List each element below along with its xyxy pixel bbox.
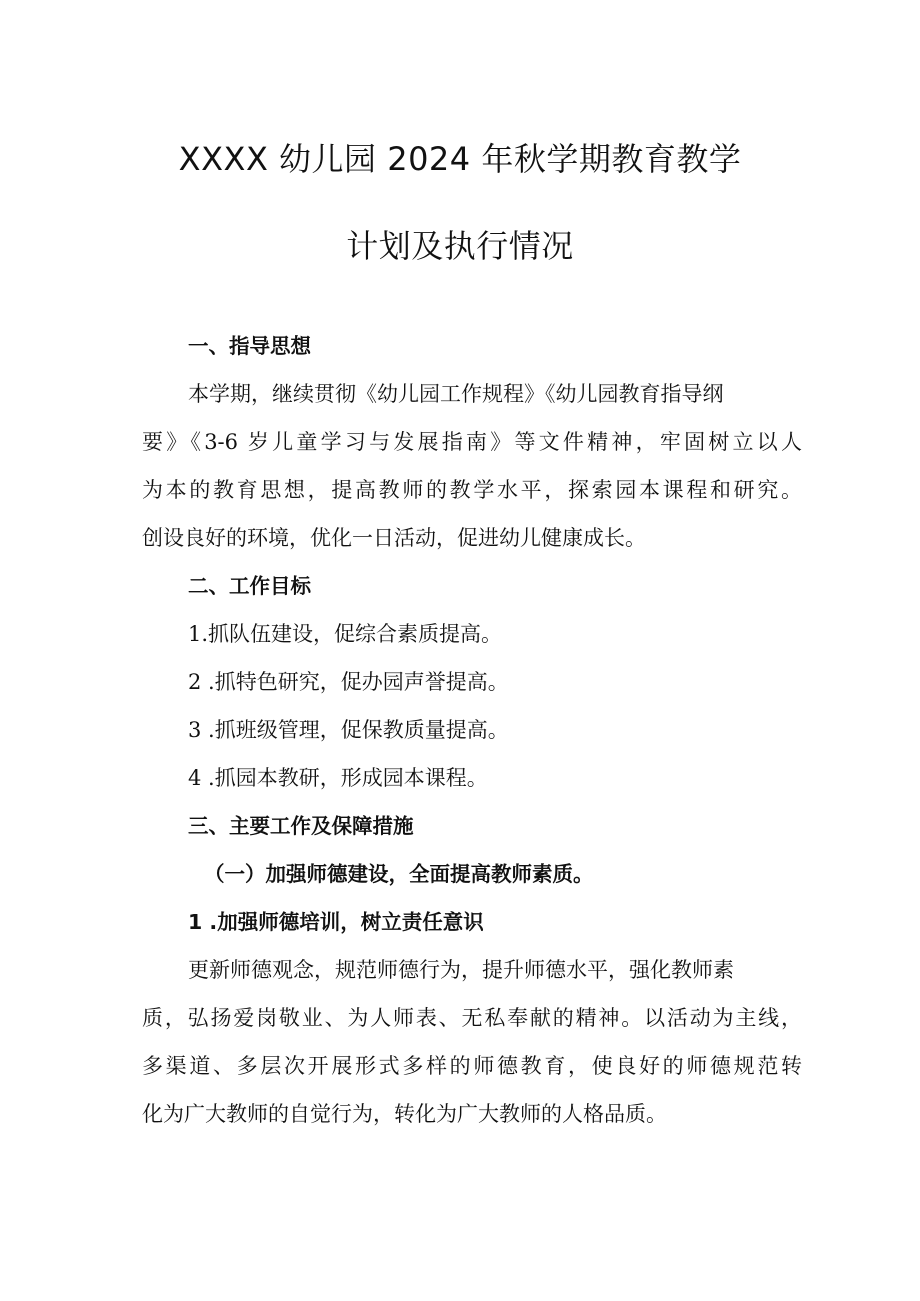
paragraph-line: 多渠道、多层次开展形式多样的师德教育，使良好的师德规范转 — [142, 1054, 802, 1078]
section-3-item-heading: 1 .加强师德培训，树立责任意识 — [188, 910, 484, 934]
paragraph-line: 要》《3-6 岁儿童学习与发展指南》等文件精神，牢固树立以人 — [142, 430, 802, 454]
section-3-subheading: （一）加强师德建设，全面提高教师素质。 — [204, 862, 594, 886]
paragraph-line: 质，弘扬爱岗敬业、为人师表、无私奉献的精神。以活动为主线， — [142, 1006, 802, 1030]
list-item: 2 .抓特色研究，促办园声誉提高。 — [188, 670, 509, 694]
document-title-line-2: 计划及执行情况 — [346, 227, 574, 265]
section-2-heading: 二、工作目标 — [188, 574, 311, 598]
document-body — [142, 322, 802, 1172]
list-item: 1.抓队伍建设，促综合素质提高。 — [188, 622, 503, 646]
document-title-line-1: XXXX 幼儿园 2024 年秋学期教育教学 — [178, 140, 742, 178]
paragraph-line: 创设良好的环境，优化一日活动，促进幼儿健康成长。 — [142, 526, 646, 550]
section-3-heading: 三、主要工作及保障措施 — [188, 814, 414, 838]
paragraph-line: 本学期，继续贯彻《幼儿园工作规程》《幼儿园教育指导纲 — [188, 382, 724, 406]
paragraph-line: 化为广大教师的自觉行为，转化为广大教师的人格品质。 — [142, 1102, 667, 1126]
paragraph-line: 为本的教育思想，提高教师的教学水平，探索园本课程和研究。 — [142, 478, 802, 502]
list-item: 3 .抓班级管理，促保教质量提高。 — [188, 718, 509, 742]
list-item: 4 .抓园本教研，形成园本课程。 — [188, 766, 488, 790]
paragraph-line: 更新师德观念，规范师德行为，提升师德水平，强化教师素 — [188, 958, 734, 982]
section-1-heading: 一、指导思想 — [188, 334, 311, 358]
